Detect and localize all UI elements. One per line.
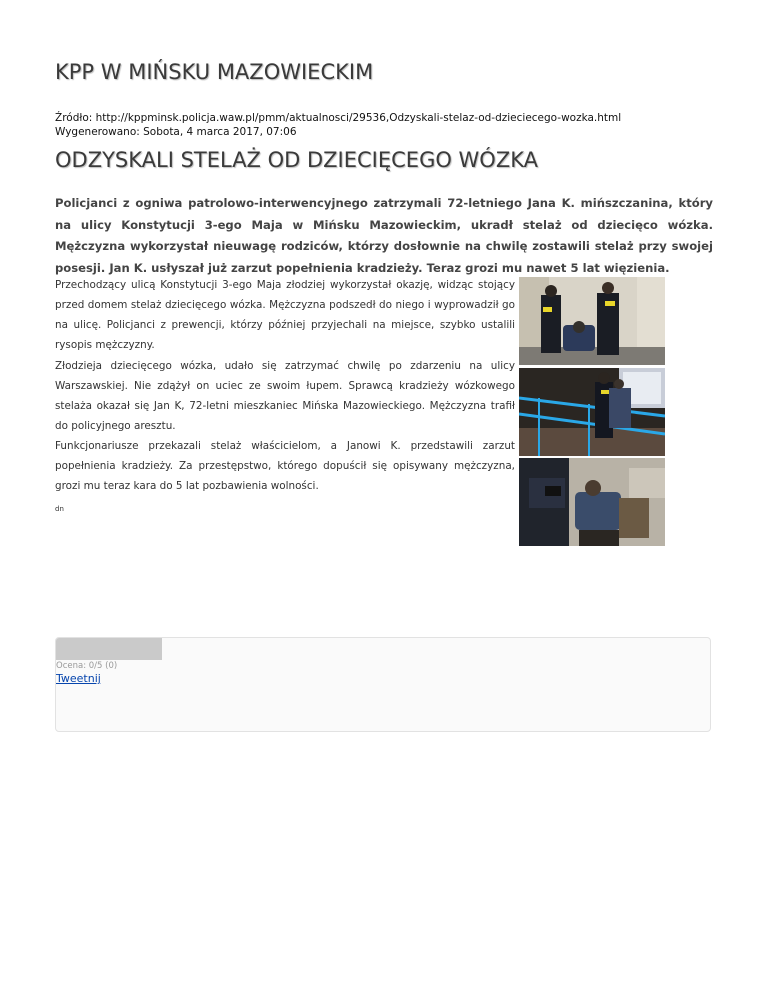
article-photo[interactable] <box>519 458 665 546</box>
site-title: KPP W MIŃSKU MAZOWIECKIM <box>55 60 374 84</box>
author-signature: dn <box>55 505 64 513</box>
article-paragraph: Funkcjonariusze przekazali stelaż właścicielom, a Janowi K. przedstawili zarzut popełnienia kradzieży. Za przestępstwo, którego dopuścił się opisywany mężczyzna, grozi mu teraz kara do 5 lat pozbawienia wolności. <box>55 440 515 492</box>
tweet-link[interactable]: Tweetnij <box>56 672 101 685</box>
article-photo[interactable] <box>519 277 665 365</box>
article-lead: Policjanci z ogniwa patrolowo-interwencyjnego zatrzymali 72-letniego Jana K. mińszczanina, który na ulicy Konstytucji 3-ego Maja w Mińsku Mazowieckim, ukradł stelaż od dziecięco wózka. Mężczyzna wykorzystał nieuwagę rodziców, którzy dosłownie na chwilę zostawili stelaż przy swojej posesji. Jan K. usłyszał już zarzut popełnienia kradzieży. Teraz grozi mu nawet 5 lat więzienia. <box>55 196 713 275</box>
article-paragraph: Złodzieja dziecięcego wózka, udało się zatrzymać chwilę po zdarzeniu na ulicy Warszawskiej. Nie zdążył on uciec ze swoim łupem. Sprawcą kradzieży wózkowego stelaża okazał się Jan K, 72-letni mieszkaniec Mińska Mazowieckiego. Mężczyzna trafił do policyjnego aresztu. <box>55 360 515 432</box>
article-paragraph: Przechodzący ulicą Konstytucji 3-ego Maja złodziej wykorzystał okazję, widząc stojący przed domem stelaż dziecięcego wózka. Mężczyzna podszedł do niego i wyprowadził go na ulicę. Policjanci z prewencji, którzy później przyjechali na miejsce, szybko ustalili rysopis mężczyzny. <box>55 279 515 351</box>
rating-stars-bar[interactable] <box>56 638 162 660</box>
rating-box <box>55 637 711 732</box>
source-line: Źródło: http://kppminsk.policja.waw.pl/pmm/aktualnosci/29536,Odzyskali-stelaz-od-dzieciecego-wozka.html <box>55 112 622 124</box>
rating-text: Ocena: 0/5 (0) <box>56 661 118 671</box>
generated-line: Wygenerowano: Sobota, 4 marca 2017, 07:06 <box>55 126 297 138</box>
document-meta <box>55 111 621 139</box>
article-title: ODZYSKALI STELAŻ OD DZIECIĘCEGO WÓZKA <box>55 148 538 172</box>
article-photo[interactable] <box>519 368 665 456</box>
